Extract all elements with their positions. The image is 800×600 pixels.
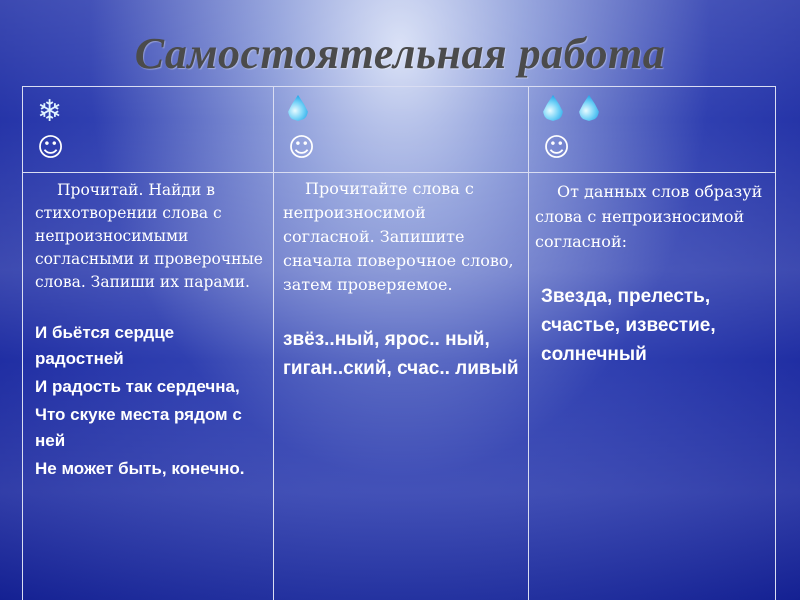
poem-line: И радость так сердечна, [35,377,240,396]
water-drop-icon [288,95,324,129]
water-drops-icon [543,95,615,129]
task-cell-3 [535,179,771,369]
word-line: гиган..ский, счас.. ливый [283,358,519,379]
task-instruction: От данных слов образуй слова с непроизносимой согласной: [535,182,763,251]
poem-line: И бьётся сердце радостней [35,323,175,368]
poem-line: Не может быть, конечно. [35,459,245,478]
word-list [535,282,771,369]
word-line: Звезда, прелесть, счастье, известие, солнечный [541,286,716,365]
poem [35,320,267,482]
word-list [283,325,521,383]
smiley-icon: ☺ [288,133,316,163]
snowflake-icon: ❄ [37,94,63,129]
task-table [22,86,776,600]
word-line: звёз..ный, ярос.. ный, [283,329,490,350]
smiley-icon: ☺ [37,133,65,163]
task-cell-1 [35,179,267,484]
smiley-icon: ☺ [543,133,571,163]
header-cell-level-3 [529,87,776,172]
page-title: Самостоятельная работа [134,29,666,78]
task-instruction: Прочитай. Найди в стихотворении слова с непроизносимыми согласными и проверочные слова. Запиши их парами. [35,181,263,291]
header-cell-level-2 [274,87,528,172]
header-cell-level-1 [23,87,273,172]
header-divider [23,172,775,173]
task-instruction: Прочитайте слова с непроизносимой согласной. Запишите сначала поверочное слово, затем проверяемое. [283,179,514,294]
task-cell-2 [283,177,521,383]
poem-line: Что скуке места рядом с ней [35,405,242,450]
